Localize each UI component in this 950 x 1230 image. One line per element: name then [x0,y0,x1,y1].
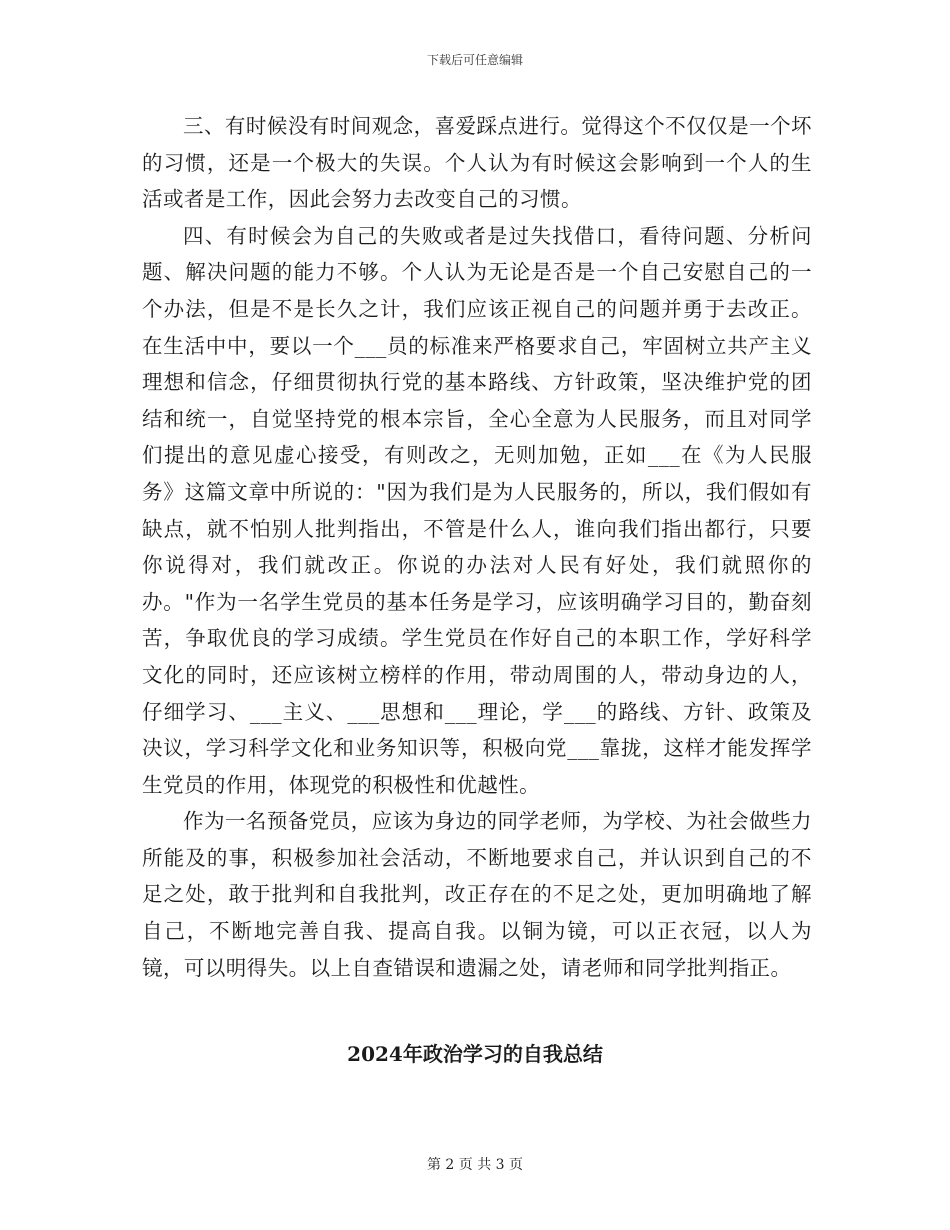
page-footer: 第 2 页 共 3 页 [426,1157,524,1173]
section-title: 2024年政治学习的自我总结 [347,1042,603,1066]
paragraph-item-four: 四、有时候会为自己的失败或者是过失找借口，看待问题、分析问题、解决问题的能力不够。个人认为无论是否是一个自己安慰自己的一个办法，但是不是长久之计，我们应该正视自己的问题并勇于去改正。在生活中中，要以一个___员的标准来严格要求自己，牢固树立共产主义理想和信念，仔细贯彻执行党的基本路线、方针政策，坚决维护党的团结和统一，自觉坚持党的根本宗旨，全心全意为人民服务，而且对同学们提出的意见虚心接受，有则改之，无则加勉，正如___在《为人民服务》这篇文章中所说的："因为我们是为人民服务的，所以，我们假如有缺点，就不怕别人批判指出，不管是什么人，谁向我们指出都行，只要你说得对，我们就改正。你说的办法对人民有好处，我们就照你的办。"作为一名学生党员的基本任务是学习，应该明确学习目的，勤奋刻苦，争取优良的学习成绩。学生党员在作好自己的本职工作，学好科学文化的同时，还应该树立榜样的作用，带动周围的人，带动身边的人，仔细学习、___主义、___思想和___理论，学___的路线、方针、政策及决议，学习科学文化和业务知识等，积极向党___靠拢，这样才能发挥学生党员的作用，体现党的积极性和优越性。 [142,223,812,797]
paragraph-item-three: 三、有时候没有时间观念，喜爱踩点进行。觉得这个不仅仅是一个坏的习惯，还是一个极大的失误。个人认为有时候这会影响到一个人的生活或者是工作，因此会努力去改变自己的习惯。 [142,114,812,212]
page-header: 下载后可任意编辑 [426,53,523,67]
paragraph-probationary-member: 作为一名预备党员，应该为身边的同学老师，为学校、为社会做些力所能及的事，积极参加社会活动，不断地要求自己，并认识到自己的不足之处，敢于批判和自我批判，改正存在的不足之处，更加明确地了解自己，不断地完善自我、提高自我。以铜为镜，可以正衣冠，以人为镜，可以明得失。以上自查错误和遗漏之处，请老师和同学批判指正。 [142,809,812,980]
document-body [142,108,812,986]
